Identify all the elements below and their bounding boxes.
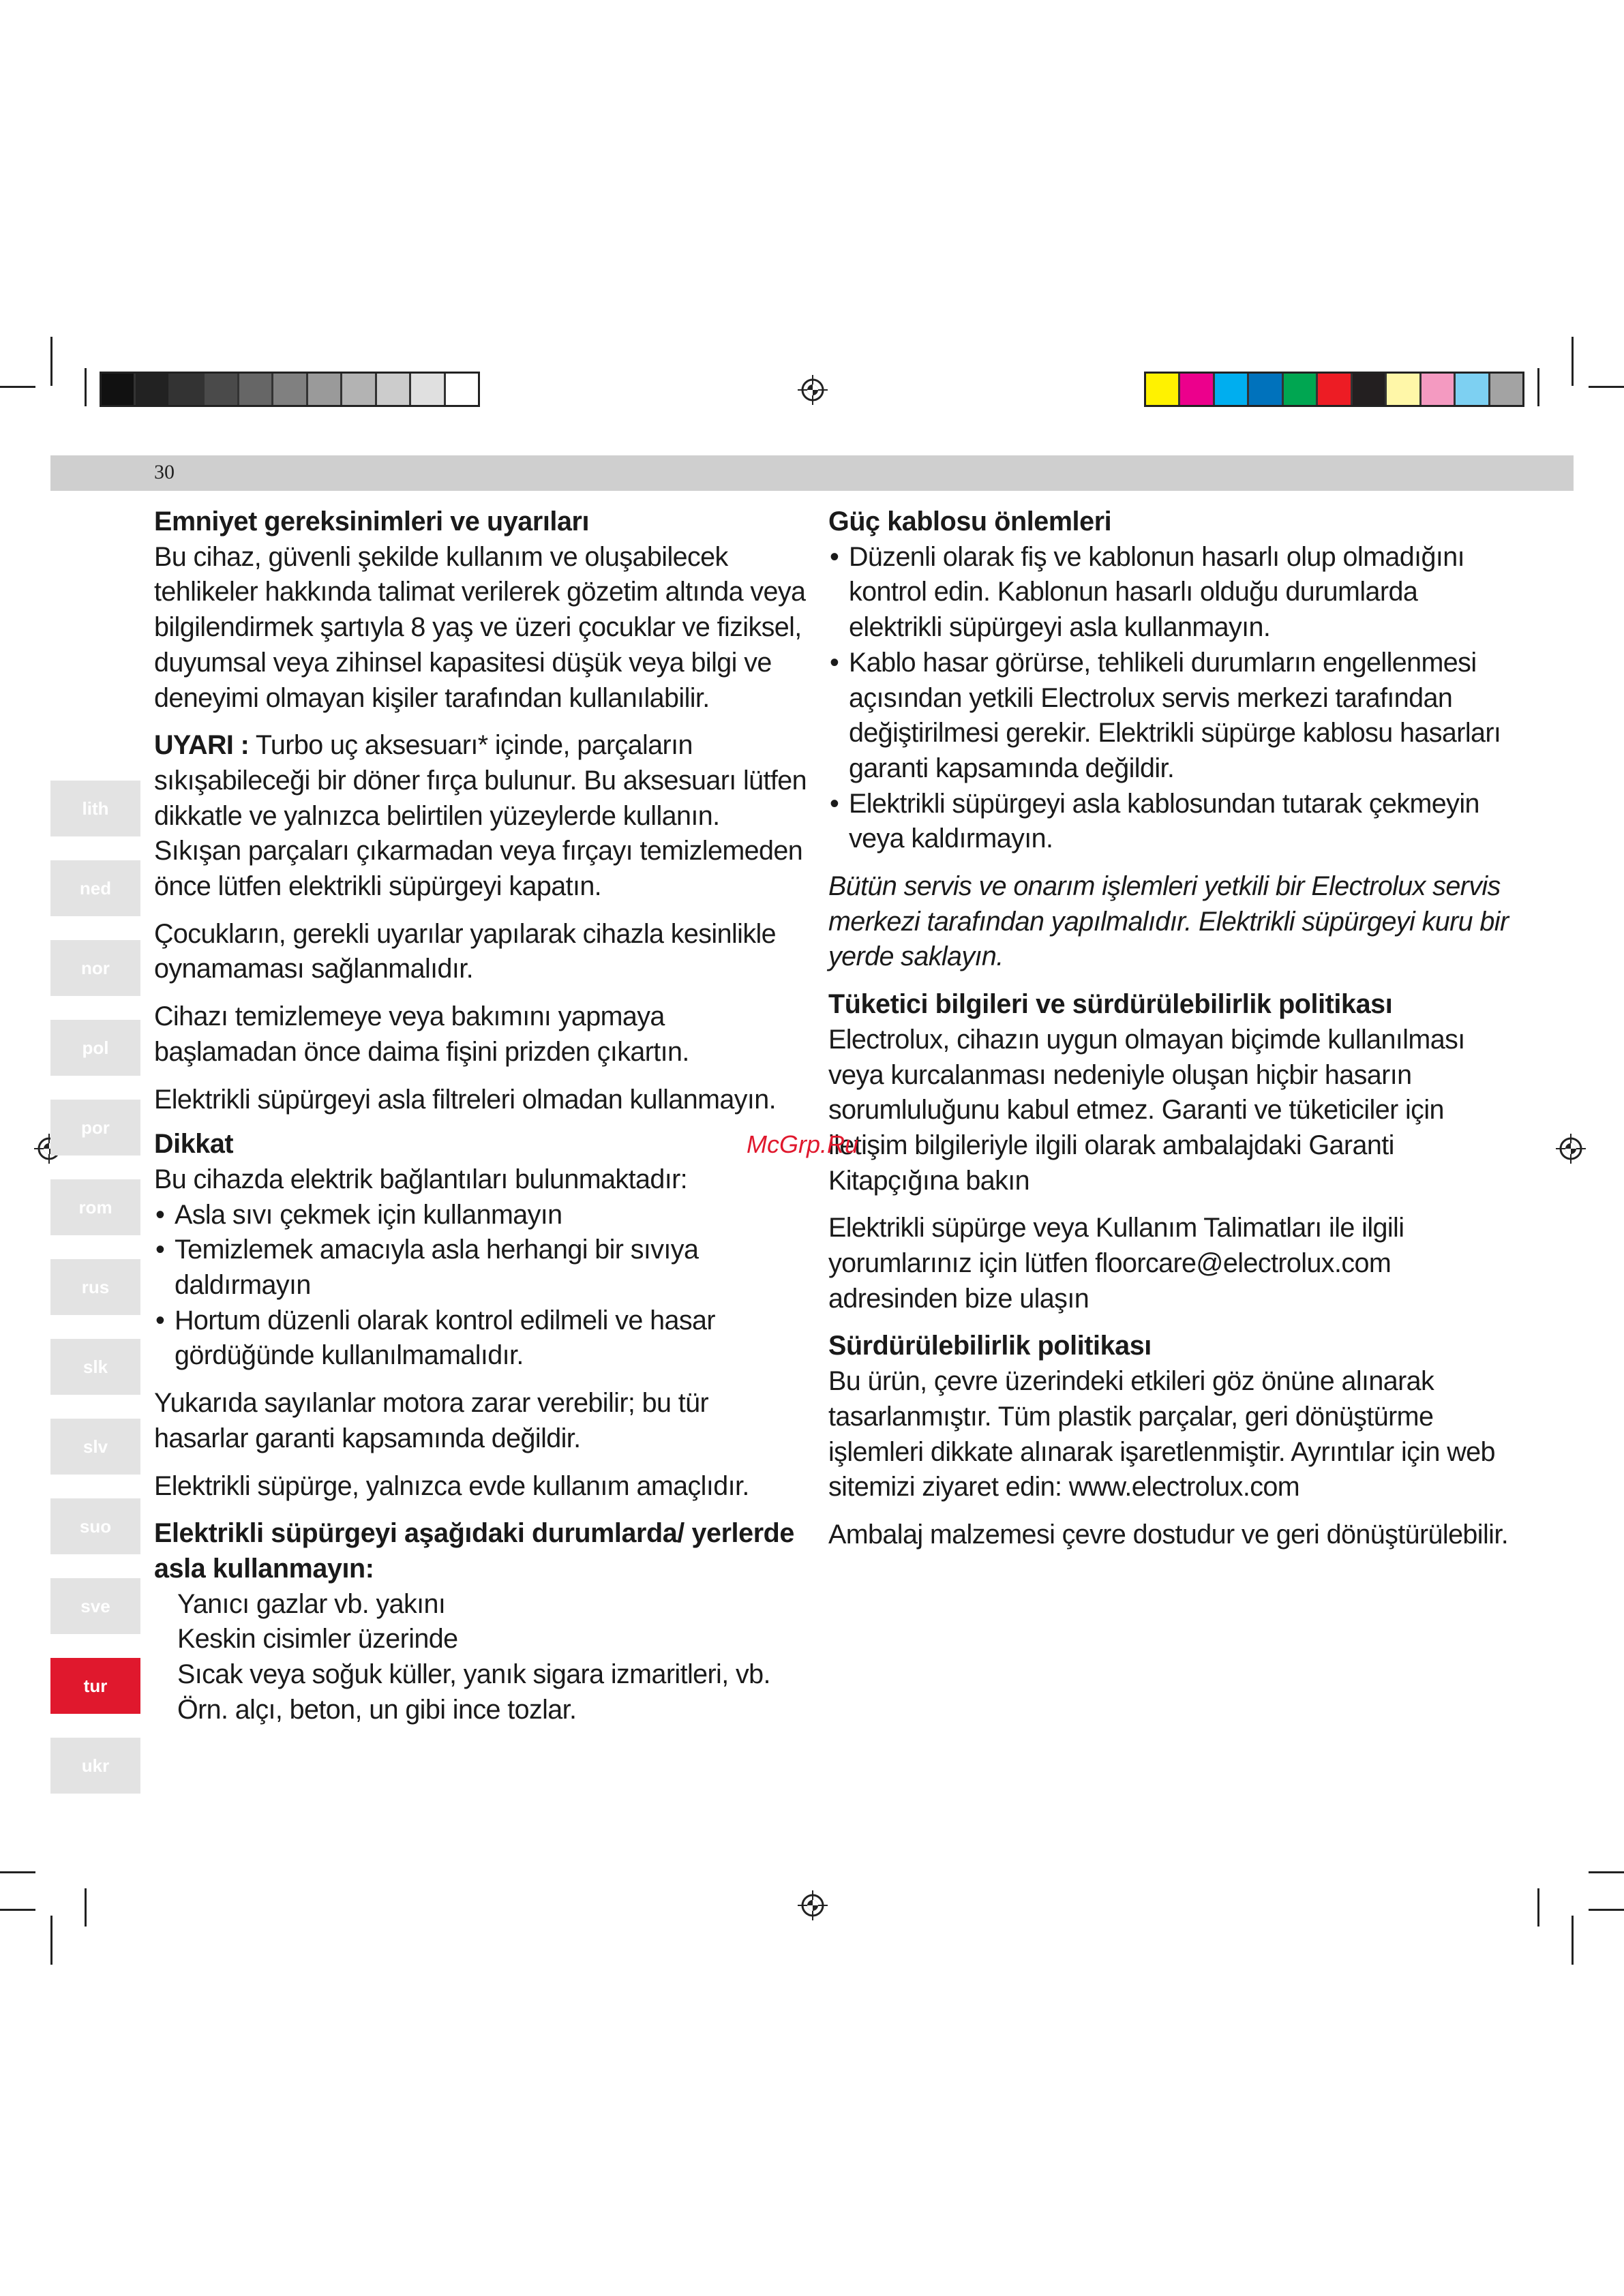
language-tab-tur[interactable]: tur [50,1658,140,1714]
crop-mark [50,1916,52,1965]
color-swatch [411,374,445,405]
sustainability-text: Bu ürün, çevre üzerindeki etkileri göz önüne alınarak tasarlanmıştır. Tüm plastik parçalar, geri dönüştürme işlemleri dikkate alınarak işaretlenmiştir. Ayrıntılar için web sitemizi ziyaret edin: www.electrolux.com [828,1366,1495,1502]
crop-mark [85,368,87,406]
contact-text: Elektrikli süpürge veya Kullanım Talimatları ile ilgili yorumlarınız için lütfen floorcare@electrolux.com adresinden bize ulaşın [828,1213,1404,1314]
packaging-text: Ambalaj malzemesi çevre dostudur ve geri dönüştürülebilir. [828,1519,1509,1550]
children-text: Çocukların, gerekli uyarılar yapılarak cihazla kesinlikle oynamaması sağlanmalıdır. [154,918,777,984]
color-swatch [1490,374,1522,405]
warning-paragraph [154,728,809,905]
unplug-text: Cihazı temizlemeye veya bakımını yapmaya başlamadan önce daima fişini prizden çıkartın. [154,1001,689,1067]
language-tab-ukr[interactable]: ukr [50,1738,140,1794]
language-tab-suo[interactable]: suo [50,1498,140,1554]
list-item: • Düzenli olarak fiş ve kablonun hasarlı olup olmadığını kontrol edin. Kablonun hasarlı olduğu durumlarda elektrikli süpürgeyi asla kullanmayın. [828,540,1517,646]
safety-title: Emniyet gereksinimleri ve uyarıları [154,507,590,537]
color-swatch [1422,374,1456,405]
color-swatch [1249,374,1283,405]
consumer-title: Tüketici bilgileri ve sürdürülebilirlik politikası [828,989,1393,1020]
crop-mark [1537,1888,1539,1927]
header-band [50,455,1574,491]
caution-intro: Bu cihazda elektrik bağlantıları bulunmaktadır: [154,1164,687,1194]
color-swatch [170,374,205,405]
page-number: 30 [154,461,175,483]
list-item: Keskin cisimler üzerinde [177,1624,458,1655]
consumer-text: Electrolux, cihazın uygun olmayan biçimde kullanılması veya kurcalanması nedeniyle oluşan hiçbir hasarın sorumluluğunu kabul etmez. Garanti ve tüketiciler için iletişim bilgileriyle ilgili olarak ambalajdaki Garanti Kitapçığına bakın [828,1024,1465,1196]
watermark: McGrp.Ru [747,1130,859,1158]
list-item: Örn. alçı, beton, un gibi ince tozlar. [177,1694,577,1725]
grayscale-color-bar [100,372,480,407]
crop-mark [50,337,52,386]
language-tab-pol[interactable]: pol [50,1020,140,1076]
list-item: • Kablo hasar görürse, tehlikeli durumların engellenmesi açısından yetkili Electrolux servis merkezi tarafından değiştirilmesi gerekir. Elektrikli süpürge kablosu hasarları garanti kapsamında değildir. [828,646,1517,787]
crop-mark [1572,337,1574,386]
cord-title: Güç kablosu önlemleri [828,507,1112,537]
household-text: Elektrikli süpürge, yalnızca evde kullanım amaçlıdır. [154,1470,749,1501]
crop-mark [0,1871,35,1873]
registration-mark-icon [798,1890,828,1920]
color-swatch [1387,374,1421,405]
warning-text: Turbo uç aksesuarı* içinde, parçaların sıkışabileceği bir döner fırça bulunur. Bu aksesuarı lütfen dikkatle ve yalnızca belirtilen yüzeylerde kullanın. Sıkışan parçaları çıkarmadan veya fırçayı temizlemeden önce lütfen elektrikli süpürgeyi kapatın. [154,730,807,902]
safety-text: Bu cihaz, güvenli şekilde kullanım ve oluşabilecek tehlikeler hakkında talimat verilerek gözetim altında veya bilgilendirmek şartıyla 8 yaş ve üzeri çocuklar ve fiziksel, duyumsal veya zihinsel kapasitesi düşük veya bilgi ve deneyimi olmayan kişiler tarafından kullanılabilir. [154,541,806,713]
never-use-list [177,1587,809,1728]
language-tab-rom[interactable]: rom [50,1179,140,1235]
crop-mark [1572,1916,1574,1965]
list-item: • Hortum düzenli olarak kontrol edilmeli ve hasar gördüğünde kullanılmamalıdır. [154,1303,809,1374]
caution-list [154,1198,809,1374]
warning-label: UYARI : [154,730,250,761]
registration-mark-icon [798,375,828,405]
never-use-title: Elektrikli süpürgeyi aşağıdaki durumlarda/ yerlerde asla kullanmayın: [154,1518,794,1584]
crop-mark [85,1888,87,1927]
language-tab-ned[interactable]: ned [50,860,140,916]
service-text: Bütün servis ve onarım işlemleri yetkili bir Electrolux servis merkezi tarafından yapılmalıdır. Elektrikli süpürgeyi kuru bir yerde saklayın. [828,871,1509,972]
list-item: • Temizlemek amacıyla asla herhangi bir sıvıya daldırmayın [154,1233,809,1303]
crop-mark [1589,1871,1624,1873]
color-swatch [1215,374,1249,405]
color-swatch [205,374,239,405]
color-swatch [239,374,273,405]
sustainability-title: Sürdürülebilirlik politikası [828,1331,1152,1361]
crop-mark [0,1909,35,1911]
color-swatch [1284,374,1318,405]
list-item: Yanıcı gazlar vb. yakını [177,1588,446,1619]
language-tab-sve[interactable]: sve [50,1578,140,1634]
right-column [828,504,1517,1565]
filters-text: Elektrikli süpürgeyi asla filtreleri olmadan kullanmayın. [154,1084,777,1115]
process-color-bar [1144,372,1524,407]
color-swatch [136,374,170,405]
list-item: Sıcak veya soğuk küller, yanık sigara izmaritleri, vb. [177,1659,770,1690]
color-swatch [1146,374,1180,405]
registration-mark-icon [1556,1134,1586,1164]
color-swatch [1180,374,1214,405]
color-swatch [102,374,136,405]
crop-mark [1589,386,1624,388]
color-swatch [1318,374,1352,405]
color-swatch [1353,374,1387,405]
color-swatch [273,374,307,405]
color-swatch [1456,374,1490,405]
color-swatch [377,374,411,405]
crop-mark [1537,368,1539,406]
language-tab-slk[interactable]: slk [50,1339,140,1395]
caution-title: Dikkat [154,1129,234,1160]
language-tab-lith[interactable]: lith [50,781,140,836]
left-column [154,504,809,1728]
cord-list [828,540,1517,857]
list-item: • Asla sıvı çekmek için kullanmayın [154,1198,809,1233]
crop-mark [0,386,35,388]
color-swatch [308,374,342,405]
crop-mark [1589,1909,1624,1911]
language-tab-rus[interactable]: rus [50,1259,140,1315]
language-tab-nor[interactable]: nor [50,940,140,996]
language-tab-por[interactable]: por [50,1100,140,1155]
color-swatch [342,374,376,405]
color-swatch [446,374,478,405]
language-tab-slv[interactable]: slv [50,1419,140,1475]
list-item: • Elektrikli süpürgeyi asla kablosundan tutarak çekmeyin veya kaldırmayın. [828,787,1517,857]
damage-text: Yukarıda sayılanlar motora zarar verebilir; bu tür hasarlar garanti kapsamında değildir. [154,1388,709,1453]
